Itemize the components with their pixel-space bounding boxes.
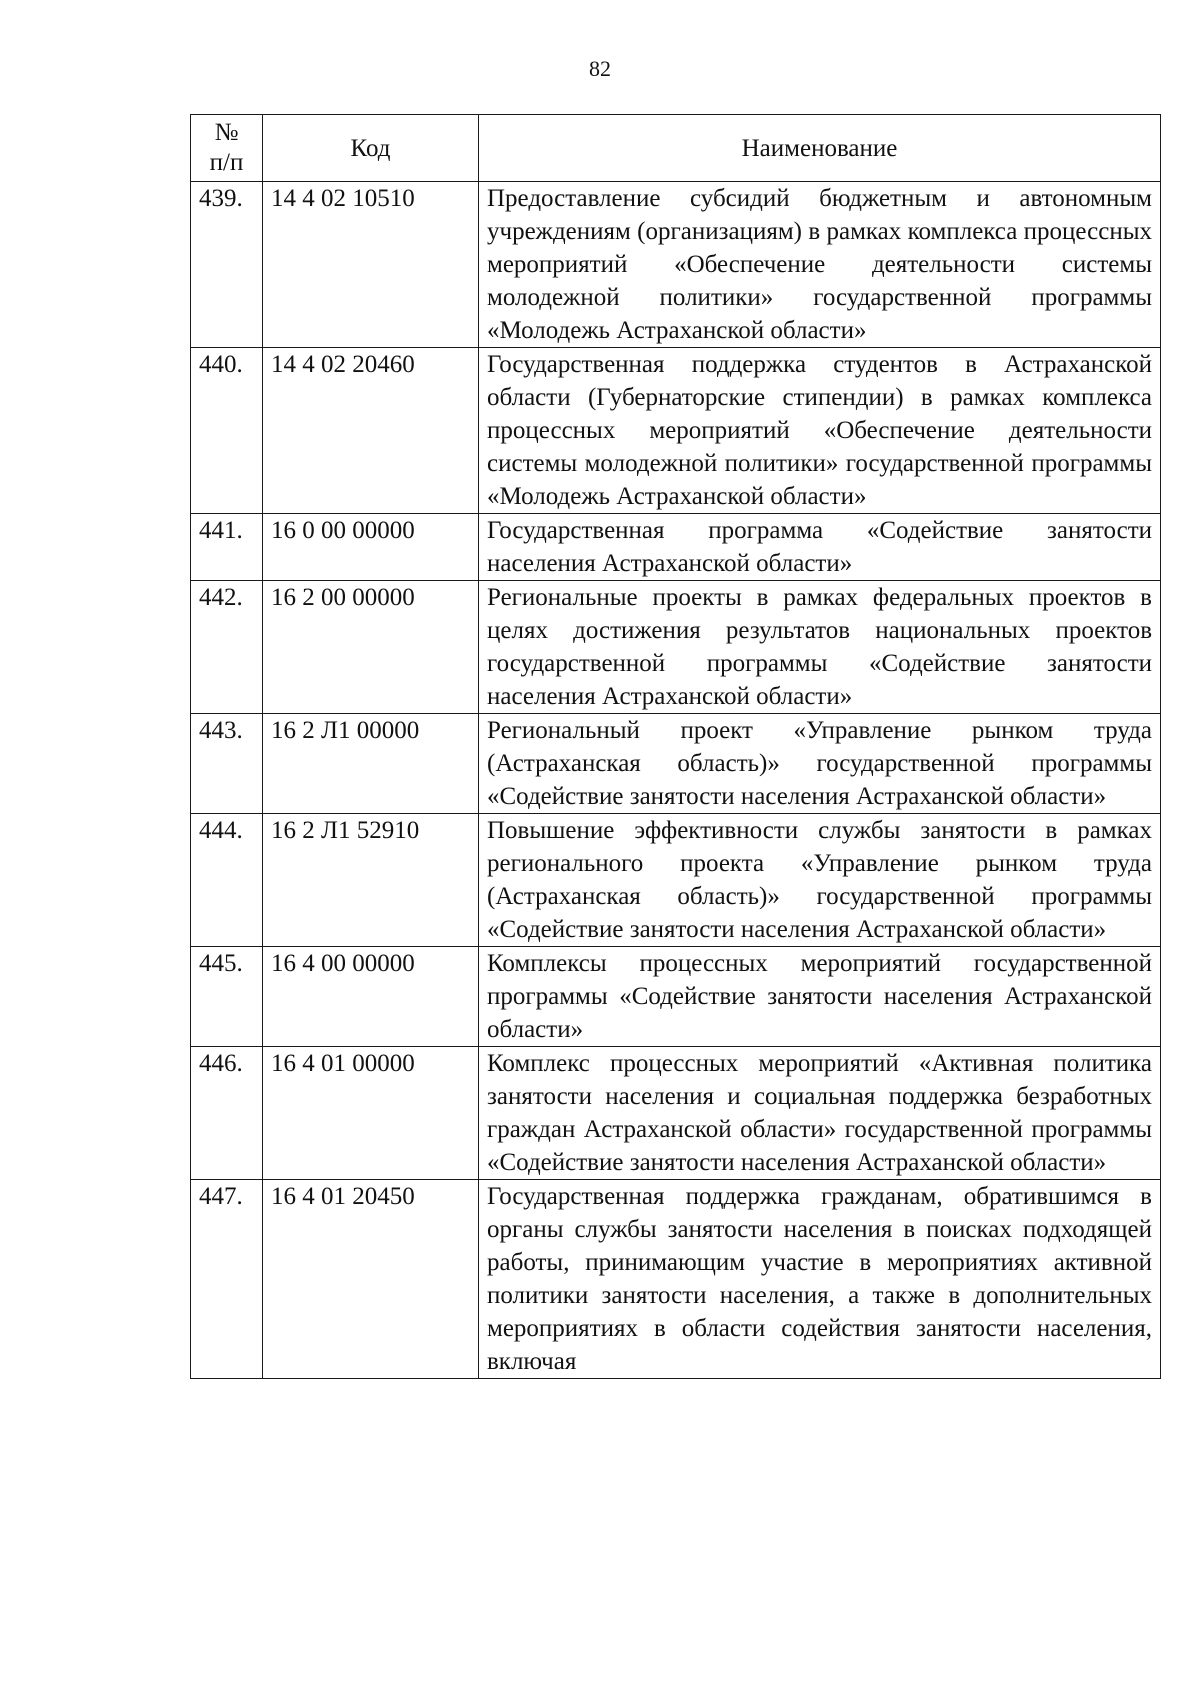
header-number-sign: № <box>214 119 239 146</box>
row-name: Комплекс процессных мероприятий «Активная политика занятости населения и социальная поддержка безработных граждан Астраханской области» государственной программы «Содействие занятости населения Астраханской области» <box>479 1047 1161 1180</box>
table-row <box>191 514 1161 581</box>
table-row <box>191 1180 1161 1379</box>
row-name: Региональный проект «Управление рынком труда (Астраханская область)» государственной программы «Содействие занятости населения Астраханской области» <box>479 714 1161 814</box>
row-number: 444. <box>191 814 263 947</box>
row-name: Государственная поддержка гражданам, обратившимся в органы службы занятости населения в поисках подходящей работы, принимающим участие в мероприятиях активной политики занятости населения, а также в дополнительных мероприятиях в области содействия занятости населения, включая <box>479 1180 1161 1379</box>
row-number: 439. <box>191 182 263 348</box>
row-number: 441. <box>191 514 263 581</box>
row-number: 446. <box>191 1047 263 1180</box>
table-row <box>191 581 1161 714</box>
header-code: Код <box>263 115 479 182</box>
row-code: 16 4 00 00000 <box>263 947 479 1047</box>
row-code: 16 4 01 00000 <box>263 1047 479 1180</box>
table-header-row <box>191 115 1161 182</box>
row-name: Государственная поддержка студентов в Астраханской области (Губернаторские стипендии) в рамках комплекса процессных мероприятий «Обеспечение деятельности системы молодежной политики» государственной программы «Молодежь Астраханской области» <box>479 348 1161 514</box>
table-row <box>191 714 1161 814</box>
row-code: 16 2 Л1 00000 <box>263 714 479 814</box>
row-code: 16 4 01 20450 <box>263 1180 479 1379</box>
row-name: Повышение эффективности службы занятости в рамках регионального проекта «Управление рынком труда (Астраханская область)» государственной программы «Содействие занятости населения Астраханской области» <box>479 814 1161 947</box>
row-name: Предоставление субсидий бюджетным и автономным учреждениям (организациям) в рамках комплекса процессных мероприятий «Обеспечение деятельности системы молодежной политики» государственной программы «Молодежь Астраханской области» <box>479 182 1161 348</box>
budget-code-table <box>190 114 1161 1379</box>
table-row <box>191 182 1161 348</box>
row-code: 16 2 Л1 52910 <box>263 814 479 947</box>
page-number: 82 <box>589 56 611 81</box>
table-row <box>191 348 1161 514</box>
row-number: 443. <box>191 714 263 814</box>
row-number: 440. <box>191 348 263 514</box>
header-name: Наименование <box>479 115 1161 182</box>
row-code: 14 4 02 10510 <box>263 182 479 348</box>
row-code: 16 0 00 00000 <box>263 514 479 581</box>
row-number: 445. <box>191 947 263 1047</box>
table-row <box>191 814 1161 947</box>
row-number: 447. <box>191 1180 263 1379</box>
row-number: 442. <box>191 581 263 714</box>
header-number-abbr: п/п <box>209 149 244 176</box>
row-name: Региональные проекты в рамках федеральных проектов в целях достижения результатов национальных проектов государственной программы «Содействие занятости населения Астраханской области» <box>479 581 1161 714</box>
table-row <box>191 1047 1161 1180</box>
table-row <box>191 947 1161 1047</box>
row-name: Государственная программа «Содействие занятости населения Астраханской области» <box>479 514 1161 581</box>
row-code: 16 2 00 00000 <box>263 581 479 714</box>
row-name: Комплексы процессных мероприятий государственной программы «Содействие занятости населения Астраханской области» <box>479 947 1161 1047</box>
row-code: 14 4 02 20460 <box>263 348 479 514</box>
header-number <box>191 115 263 182</box>
